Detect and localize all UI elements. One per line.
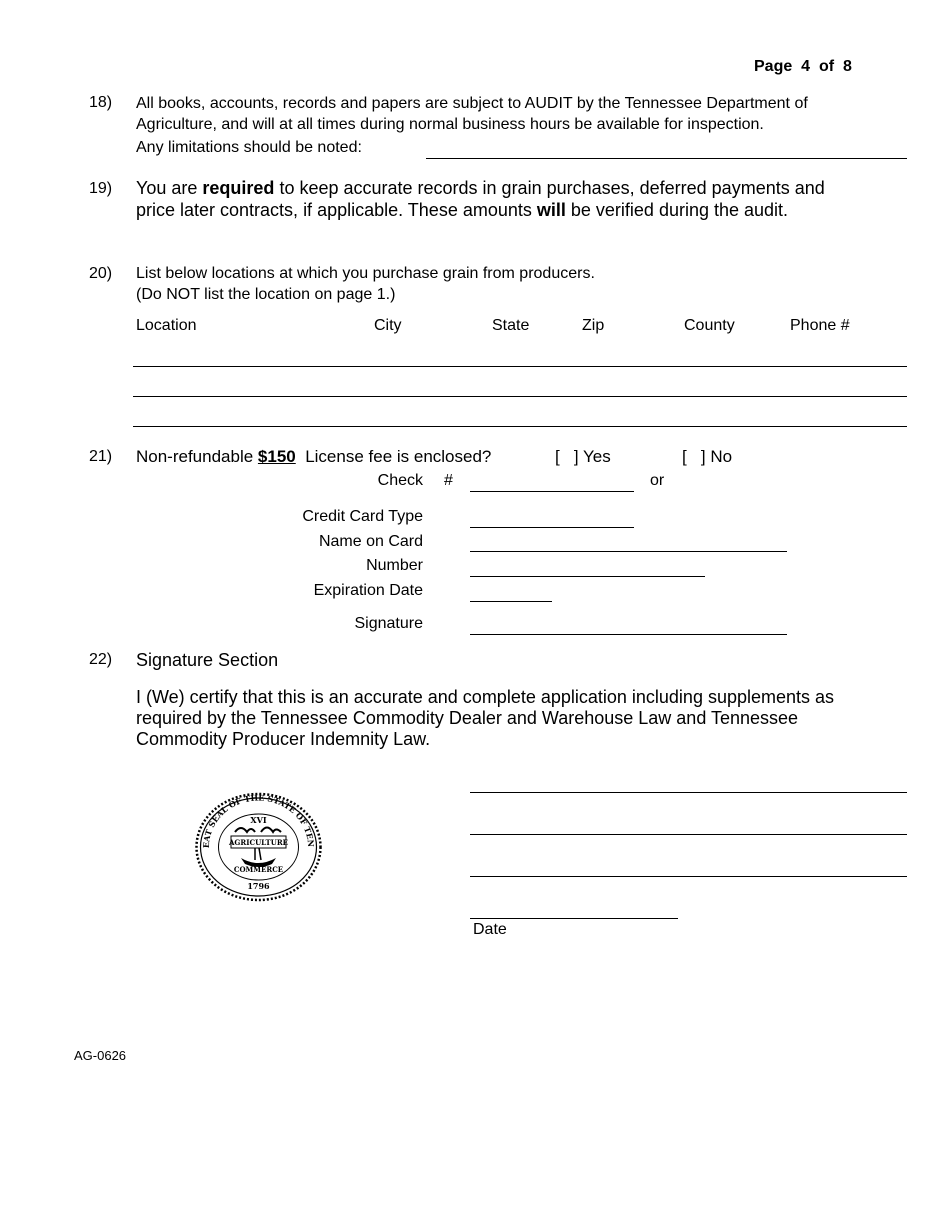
form-id: AG-0626 — [74, 1048, 127, 1063]
location-row-line[interactable] — [133, 396, 907, 397]
limitations-field[interactable] — [426, 158, 907, 159]
item-19-required: required — [202, 178, 275, 198]
seal-graphic — [195, 792, 322, 902]
card-number-field[interactable] — [470, 576, 705, 577]
credit-card-type-field[interactable] — [470, 527, 634, 528]
number-label: Number — [366, 557, 423, 574]
tennessee-state-seal — [195, 792, 322, 902]
expiration-date-field[interactable] — [470, 601, 552, 602]
signature-line[interactable] — [470, 792, 907, 793]
page-label: Page — [754, 58, 793, 75]
date-field[interactable] — [470, 918, 678, 919]
page-number: 4 — [801, 58, 811, 75]
signature-label: Signature — [354, 615, 423, 632]
yes-checkbox[interactable]: [ ] Yes — [555, 447, 611, 466]
no-checkbox[interactable]: [ ] No — [682, 447, 733, 466]
column-county: County — [684, 317, 735, 334]
item-20-line1: List below locations at which you purchase grain from producers. — [136, 265, 595, 282]
fee-post: License fee is enclosed? — [295, 447, 492, 466]
credit-card-type-label: Credit Card Type — [302, 508, 423, 525]
seal-year: 1796 — [247, 881, 270, 891]
item-19-part2: to keep accurate records in grain purchases, deferred payments and price later contracts, if applicable. These amounts — [136, 178, 825, 220]
date-label: Date — [473, 921, 507, 938]
column-phone: Phone # — [790, 317, 850, 334]
item-18-number: 18) — [89, 94, 113, 111]
location-row-line[interactable] — [133, 366, 907, 367]
license-fee-question — [136, 447, 491, 467]
seal-agriculture: AGRICULTURE — [229, 838, 288, 847]
column-city: City — [374, 317, 402, 334]
seal-top-text: EAT SEAL OF THE STATE OF TEN — [200, 792, 317, 849]
item-19-number: 19) — [89, 180, 113, 197]
seal-commerce: COMMERCE — [233, 865, 284, 874]
seal-roman: XVI — [250, 815, 267, 825]
column-location: Location — [136, 317, 197, 334]
item-19-part3: be verified during the audit. — [565, 200, 789, 220]
name-on-card-field[interactable] — [470, 551, 787, 552]
item-20-line2: (Do NOT list the location on page 1.) — [136, 286, 396, 303]
card-signature-field[interactable] — [470, 634, 787, 635]
item-21-number: 21) — [89, 448, 113, 465]
or-label: or — [650, 472, 665, 489]
item-19-will: will — [536, 200, 566, 220]
item-19-part1: You are — [136, 178, 203, 198]
column-state: State — [492, 317, 530, 334]
check-label: Check — [377, 472, 423, 489]
signature-line[interactable] — [470, 834, 907, 835]
fee-amount: $150 — [257, 447, 296, 466]
name-on-card-label: Name on Card — [318, 533, 423, 550]
page-indicator — [754, 58, 852, 76]
certification-text: I (We) certify that this is an accurate and complete application including supplements as required by the Tennessee Commodity Dealer and Warehouse Law and Tennessee Commodity Producer Indemnity Law. — [136, 687, 835, 749]
item-18-text: All books, accounts, records and papers are subject to AUDIT by the Tennessee Department of Agriculture, and will at all times during normal business hours be available for inspection. — [136, 95, 808, 133]
column-zip: Zip — [582, 317, 605, 334]
item-20-number: 20) — [89, 265, 113, 282]
check-number-field[interactable] — [470, 491, 634, 492]
limitations-label: Any limitations should be noted: — [136, 139, 362, 156]
of-label: of — [818, 58, 835, 75]
hash-label: # — [444, 472, 453, 489]
fee-pre: Non-refundable — [136, 447, 258, 466]
signature-line[interactable] — [470, 876, 907, 877]
item-22-number: 22) — [89, 651, 113, 668]
item-19-text — [136, 177, 836, 221]
location-row-line[interactable] — [133, 426, 907, 427]
page-total: 8 — [842, 58, 852, 75]
signature-section-title: Signature Section — [136, 650, 279, 670]
expiration-date-label: Expiration Date — [313, 582, 423, 599]
